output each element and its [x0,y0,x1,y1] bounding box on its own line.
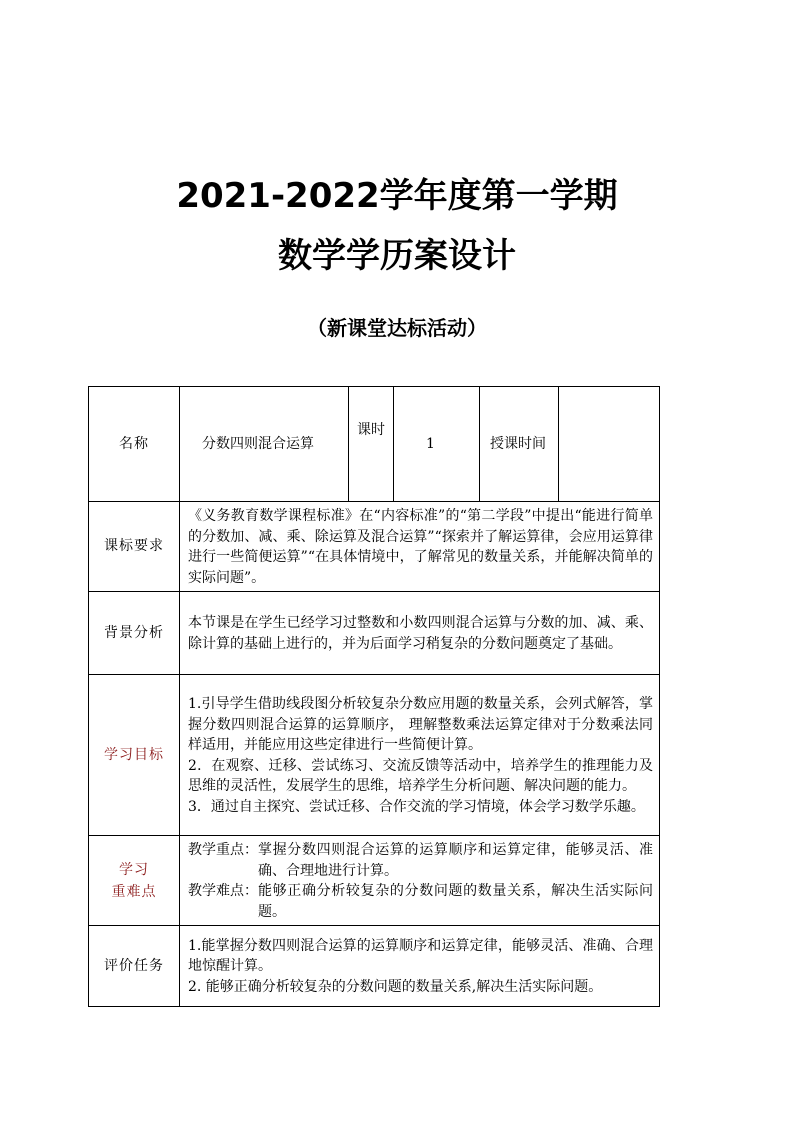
key-points-label [89,836,180,926]
table-row-background [89,592,660,675]
objectives-label: 学习目标 [89,675,180,836]
teaching-difficulty [188,881,653,922]
evaluation-label: 评价任务 [89,926,180,1007]
objective-item: 3．通过自主探究、尝试迁移、合作交流的学习情境，体会学习数学乐趣。 [188,798,645,815]
lesson-plan-table [88,386,660,1007]
evaluation-item: 1.能掌握分数四则混合运算的运算顺序和运算定律，能够灵活、准确、合理地惊醒计算。 [188,937,653,975]
hours-value: 1 [394,387,480,502]
evaluation-content [180,926,660,1007]
teaching-difficulty-text: 能够正确分析较复杂的分数问题的数量关系，解决生活实际问题。 [258,883,653,920]
standards-label: 课标要求 [89,502,180,592]
hours-label: 课时 [349,387,394,502]
evaluation-item: 2. 能够正确分析较复杂的分数问题的数量关系,解决生活实际问题。 [188,978,603,995]
standards-text: 《义务教育数学课程标准》在“内容标准”的“第二学段”中提出“能进行简单的分数加、减、乘、除运算及混合运算”“探索并了解运算律，会应用运算律进行一些简便运算”“在具体情境中，了解常见的数量关系，并能解决简单的实际问题”。 [180,502,660,592]
document-title-line2: 数学学历案设计 [278,236,516,276]
name-value: 分数四则混合运算 [180,387,349,502]
objectives-content [180,675,660,836]
key-points-label-line1: 学习 [119,861,149,878]
key-points-content [180,836,660,926]
table-row-evaluation [89,926,660,1007]
table-row-standards [89,502,660,592]
document-title: 2021-2022学年度第一学期 [176,176,618,216]
table-row-name [89,387,660,502]
teaching-difficulty-key: 教学难点： [188,883,258,899]
document-subtitle: （新课堂达标活动） [307,316,487,340]
table-row-objectives [89,675,660,836]
teaching-focus [188,840,653,881]
time-label: 授课时间 [480,387,559,502]
objective-item: 2．在观察、迁移、尝试练习、交流反馈等活动中，培养学生的推理能力及思维的灵活性，发展学生的思维，培养学生分析问题、解决问题的能力。 [188,757,653,794]
time-value [559,387,660,502]
table-row-key-points [89,836,660,926]
name-label: 名称 [89,387,180,502]
teaching-focus-text: 掌握分数四则混合运算的运算顺序和运算定律，能够灵活、准确、合理地进行计算。 [258,842,653,879]
teaching-focus-key: 教学重点： [188,842,258,858]
background-text: 本节课是在学生已经学习过整数和小数四则混合运算与分数的加、减、乘、除计算的基础上进行的，并为后面学习稍复杂的分数问题奠定了基础。 [180,592,660,675]
objective-item: 1.引导学生借助线段图分析较复杂分数应用题的数量关系，会列式解答，掌握分数四则混合运算的运算顺序， 理解整数乘法运算定律对于分数乘法同样适用，并能应用这些定律进行一些简便计算。 [188,696,653,753]
background-label: 背景分析 [89,592,180,675]
key-points-label-line2: 重难点 [111,883,157,900]
